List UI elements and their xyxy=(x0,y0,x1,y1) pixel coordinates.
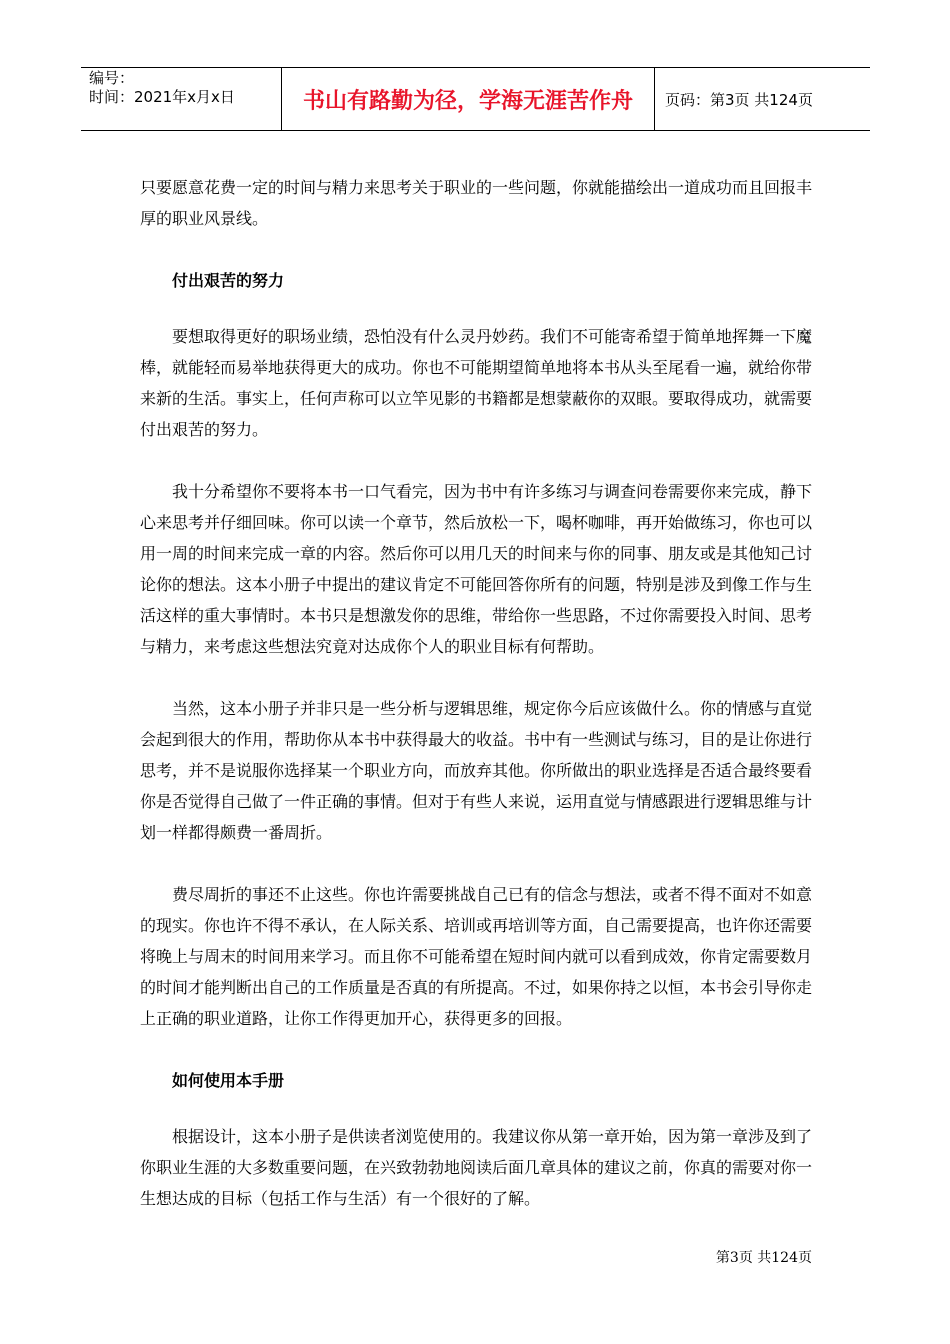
section-heading: 如何使用本手册 xyxy=(172,1071,285,1090)
header-page-info: 页码：第3页 共124页 xyxy=(665,90,813,109)
page-header xyxy=(81,67,870,131)
header-motto: 书山有路勤为径，学海无涯苦作舟 xyxy=(282,68,655,130)
paragraph: 只要愿意花费一定的时间与精力来思考关于职业的一些问题，你就能描绘出一道成功而且回报丰厚的职业风景线。 xyxy=(140,178,813,228)
document-body xyxy=(140,172,812,1245)
paragraph: 当然，这本小册子并非只是一些分析与逻辑思维，规定你今后应该做什么。你的情感与直觉会起到很大的作用，帮助你从本书中获得最大的收益。书中有一些测试与练习，目的是让你进行思考，并不是说服你选择某一个职业方向，而放弃其他。你所做出的职业选择是否适合最终要看你是否觉得自己做了一件正确的事情。但对于有些人来说，运用直觉与情感跟进行逻辑思维与计划一样都得颇费一番周折。 xyxy=(140,699,813,842)
header-meta xyxy=(81,68,282,130)
paragraph: 费尽周折的事还不止这些。你也许需要挑战自己已有的信念与想法，或者不得不面对不如意的现实。你也许不得不承认，在人际关系、培训或再培训等方面，自己需要提高，也许你还需要将晚上与周末的时间用来学习。而且你不可能希望在短时间内就可以看到成效，你肯定需要数月的时间才能判断出自己的工作质量是否真的有所提高。不过，如果你持之以恒，本书会引导你走上正确的职业道路，让你工作得更加开心，获得更多的回报。 xyxy=(140,885,813,1028)
document-number-label: 编号： xyxy=(89,69,135,87)
paragraph: 要想取得更好的职场业绩，恐怕没有什么灵丹妙药。我们不可能寄希望于简单地挥舞一下魔棒，就能轻而易举地获得更大的成功。你也不可能期望简单地将本书从头至尾看一遍，就给你带来新的生活。事实上，任何声称可以立竿见影的书籍都是想蒙蔽你的双眼。要取得成功，就需要付出艰苦的努力。 xyxy=(140,327,813,439)
document-time-label: 时间：2021年x月x日 xyxy=(89,88,235,106)
paragraph: 根据设计，这本小册子是供读者浏览使用的。我建议你从第一章开始，因为第一章涉及到了你职业生涯的大多数重要问题，在兴致勃勃地阅读后面几章具体的建议之前，你真的需要对你一生想达成的目标（包括工作与生活）有一个很好的了解。 xyxy=(140,1127,813,1208)
paragraph: 我十分希望你不要将本书一口气看完，因为书中有许多练习与调查问卷需要你来完成，静下心来思考并仔细回味。你可以读一个章节，然后放松一下，喝杯咖啡，再开始做练习，你也可以用一周的时间来完成一章的内容。然后你可以用几天的时间来与你的同事、朋友或是其他知己讨论你的想法。这本小册子中提出的建议肯定不可能回答你所有的问题，特别是涉及到像工作与生活这样的重大事情时。本书只是想激发你的思维，带给你一些思路，不过你需要投入时间、思考与精力，来考虑这些想法究竟对达成你个人的职业目标有何帮助。 xyxy=(140,482,813,656)
page-footer: 第3页 共124页 xyxy=(715,1250,812,1266)
section-heading: 付出艰苦的努力 xyxy=(172,271,285,290)
